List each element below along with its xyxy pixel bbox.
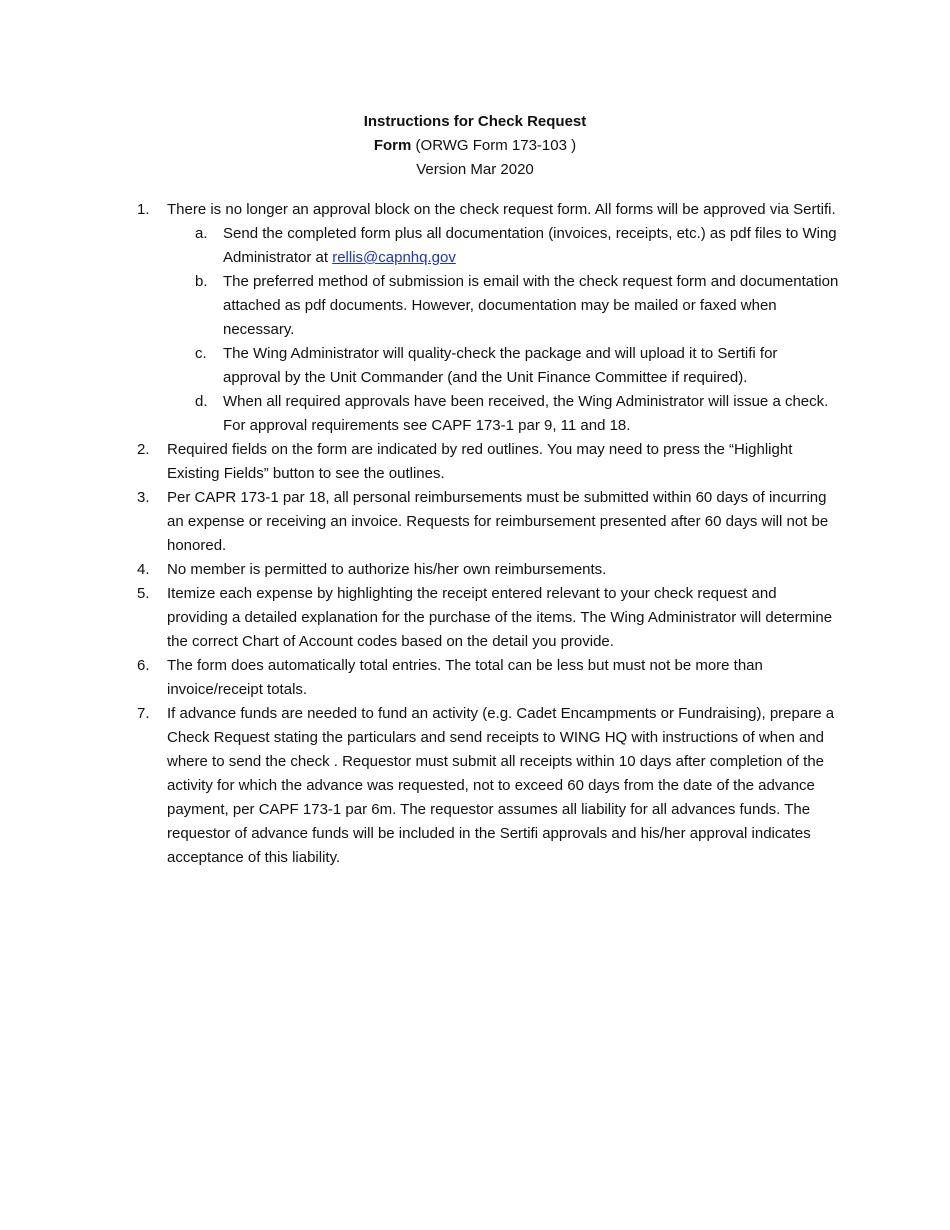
list-item-number: 7. [137, 705, 150, 722]
list-item-2 [0, 438, 839, 486]
list-item-number: 2. [137, 441, 150, 458]
sub-item-letter: c. [195, 345, 207, 362]
sub-item-letter: d. [195, 393, 208, 410]
list-item-number: 1. [137, 201, 150, 218]
sub-item-letter: b. [195, 273, 208, 290]
sub-item-text: The Wing Administrator will quality-check the package and will upload it to Sertifi for approval by the Unit Commander (and the Unit Finance Committee if required). [223, 345, 778, 386]
email-link[interactable]: rellis@capnhq.gov [332, 249, 456, 266]
sub-item-text: Send the completed form plus all documentation (invoices, receipts, etc.) as pdf files to Wing Administrator at [223, 225, 837, 266]
list-item-5 [0, 582, 839, 654]
list-item-6 [0, 654, 839, 702]
sub-item-text: When all required approvals have been received, the Wing Administrator will issue a check. For approval requirements see CAPF 173-1 par 9, 11 and 18. [223, 393, 829, 434]
list-item-text: Per CAPR 173-1 par 18, all personal reimbursements must be submitted within 60 days of incurring an expense or receiving an invoice. Requests for reimbursement presented after 60 days will not be honored. [167, 489, 829, 554]
list-item-1 [0, 198, 839, 438]
version-line: Version Mar 2020 [416, 161, 534, 178]
page-title: Instructions for Check Request [363, 113, 587, 130]
list-item-text: No member is permitted to authorize his/her own reimbursements. [167, 561, 607, 578]
list-item-number: 5. [137, 585, 150, 602]
sub-item-d [167, 390, 839, 438]
form-number: (ORWG Form 173-103 ) [411, 137, 577, 154]
sub-item-a [167, 222, 839, 270]
sub-item-b [167, 270, 839, 342]
list-item-text: Required fields on the form are indicated by red outlines. You may need to press the “Highlight Existing Fields” button to see the outlines. [167, 441, 793, 482]
list-item-7 [0, 702, 839, 870]
sub-item-c [167, 342, 839, 390]
list-item-text: Itemize each expense by highlighting the receipt entered relevant to your check request and providing a detailed explanation for the purchase of the items. The Wing Administrator will determine the correct Chart of Account codes based on the detail you provide. [167, 585, 833, 650]
list-item-text: There is no longer an approval block on the check request form. All forms will be approved via Sertifi. [167, 201, 836, 218]
list-item-text: The form does automatically total entries. The total can be less but must not be more than invoice/receipt totals. [167, 657, 763, 698]
sub-item-letter: a. [195, 225, 208, 242]
list-item-number: 6. [137, 657, 150, 674]
form-label: Form [373, 137, 412, 154]
instruction-list [0, 198, 950, 870]
document-header [0, 110, 950, 182]
list-item-number: 4. [137, 561, 150, 578]
list-item-3 [0, 486, 839, 558]
list-item-4 [0, 558, 839, 582]
form-id-line [0, 134, 950, 158]
sub-item-text: The preferred method of submission is email with the check request form and documentation attached as pdf documents. However, documentation may be mailed or faxed when necessary. [223, 273, 839, 338]
list-item-text: If advance funds are needed to fund an activity (e.g. Cadet Encampments or Fundraising), prepare a Check Request stating the particulars and send receipts to WING HQ with instructions of when and where to send the check . Requestor must submit all receipts within 10 days after completion of the activity for which the advance was requested, not to exceed 60 days from the date of the advance payment, per CAPF 173-1 par 6m. The requestor assumes all liability for all advances funds. The requestor of advance funds will be included in the Sertifi approvals and his/her approval indicates acceptance of this liability. [167, 705, 835, 866]
list-item-number: 3. [137, 489, 150, 506]
